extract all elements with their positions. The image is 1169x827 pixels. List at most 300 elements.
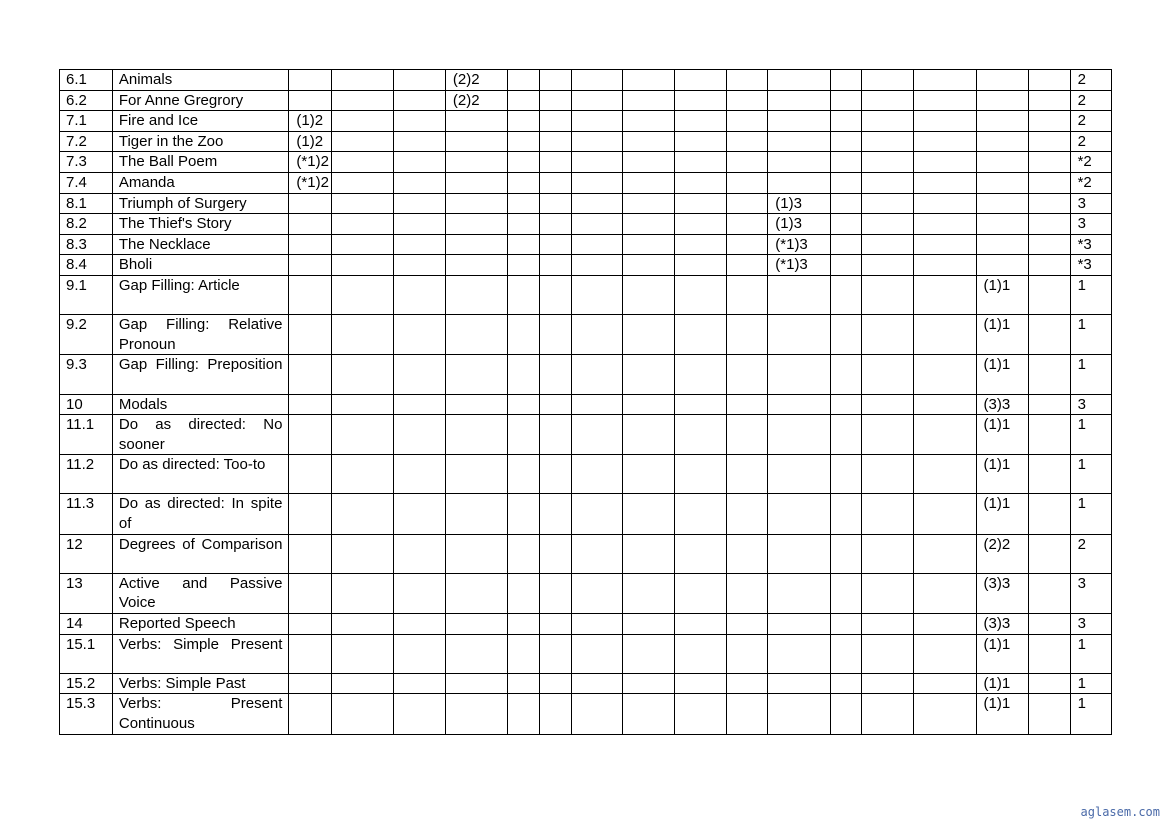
question-number: 8.4 — [60, 255, 113, 276]
empty-cell — [727, 234, 768, 255]
empty-cell — [914, 172, 976, 193]
empty-cell — [445, 394, 507, 415]
empty-cell — [539, 455, 571, 494]
total-cell: 1 — [1070, 494, 1111, 534]
empty-cell — [571, 90, 623, 111]
empty-cell — [623, 534, 675, 573]
empty-cell — [976, 90, 1029, 111]
empty-cell — [394, 234, 446, 255]
empty-cell — [1029, 355, 1070, 394]
topic-cell: Gap Filling: Article — [112, 275, 289, 314]
empty-cell — [768, 111, 830, 132]
empty-cell — [976, 193, 1029, 214]
table-row — [60, 415, 1112, 455]
empty-cell — [914, 275, 976, 314]
empty-cell — [675, 614, 727, 635]
empty-cell — [675, 315, 727, 355]
empty-cell — [289, 534, 331, 573]
empty-cell — [394, 455, 446, 494]
empty-cell — [675, 234, 727, 255]
marks-cell: (1)1 — [976, 355, 1029, 394]
topic-cell: Tiger in the Zoo — [112, 131, 289, 152]
empty-cell — [571, 355, 623, 394]
empty-cell — [331, 394, 393, 415]
empty-cell — [508, 673, 540, 694]
total-cell: 2 — [1070, 111, 1111, 132]
empty-cell — [675, 573, 727, 613]
empty-cell — [768, 90, 830, 111]
empty-cell — [768, 494, 830, 534]
marks-cell: (1)1 — [976, 634, 1029, 673]
topic-cell: Reported Speech — [112, 614, 289, 635]
table-body — [60, 70, 1112, 735]
empty-cell — [394, 534, 446, 573]
marks-cell: (1)1 — [976, 275, 1029, 314]
table-row — [60, 70, 1112, 91]
empty-cell — [914, 634, 976, 673]
empty-cell — [830, 694, 862, 734]
empty-cell — [445, 152, 507, 173]
empty-cell — [862, 455, 914, 494]
empty-cell — [914, 614, 976, 635]
empty-cell — [539, 111, 571, 132]
empty-cell — [1029, 172, 1070, 193]
empty-cell — [727, 494, 768, 534]
empty-cell — [623, 673, 675, 694]
empty-cell — [445, 315, 507, 355]
empty-cell — [830, 70, 862, 91]
empty-cell — [289, 634, 331, 673]
empty-cell — [571, 193, 623, 214]
empty-cell — [289, 455, 331, 494]
empty-cell — [768, 172, 830, 193]
empty-cell — [394, 90, 446, 111]
empty-cell — [675, 214, 727, 235]
marks-cell: (2)2 — [445, 90, 507, 111]
topic-cell: The Thief's Story — [112, 214, 289, 235]
marks-cell: (3)3 — [976, 614, 1029, 635]
empty-cell — [539, 193, 571, 214]
empty-cell — [331, 614, 393, 635]
empty-cell — [394, 131, 446, 152]
marks-cell: (2)2 — [976, 534, 1029, 573]
empty-cell — [1029, 494, 1070, 534]
empty-cell — [445, 573, 507, 613]
empty-cell — [289, 214, 331, 235]
topic-cell: Modals — [112, 394, 289, 415]
question-number: 15.3 — [60, 694, 113, 734]
empty-cell — [830, 415, 862, 455]
empty-cell — [914, 111, 976, 132]
empty-cell — [331, 111, 393, 132]
empty-cell — [394, 614, 446, 635]
empty-cell — [727, 673, 768, 694]
empty-cell — [768, 455, 830, 494]
empty-cell — [571, 152, 623, 173]
total-cell: 2 — [1070, 534, 1111, 573]
total-cell: 1 — [1070, 275, 1111, 314]
empty-cell — [445, 614, 507, 635]
total-cell: 3 — [1070, 573, 1111, 613]
empty-cell — [976, 131, 1029, 152]
empty-cell — [331, 355, 393, 394]
total-cell: 1 — [1070, 415, 1111, 455]
question-number: 11.1 — [60, 415, 113, 455]
empty-cell — [445, 634, 507, 673]
topic-cell: The Ball Poem — [112, 152, 289, 173]
marks-cell: (1)1 — [976, 673, 1029, 694]
empty-cell — [727, 255, 768, 276]
empty-cell — [830, 275, 862, 314]
empty-cell — [830, 394, 862, 415]
empty-cell — [675, 415, 727, 455]
empty-cell — [768, 415, 830, 455]
total-cell: 2 — [1070, 90, 1111, 111]
empty-cell — [539, 394, 571, 415]
empty-cell — [508, 355, 540, 394]
question-number: 15.1 — [60, 634, 113, 673]
topic-cell: Verbs: Simple Present — [112, 634, 289, 673]
total-cell: 3 — [1070, 193, 1111, 214]
empty-cell — [331, 152, 393, 173]
empty-cell — [508, 394, 540, 415]
empty-cell — [539, 573, 571, 613]
empty-cell — [1029, 255, 1070, 276]
empty-cell — [445, 214, 507, 235]
empty-cell — [727, 214, 768, 235]
empty-cell — [445, 255, 507, 276]
empty-cell — [289, 494, 331, 534]
empty-cell — [862, 355, 914, 394]
marks-cell: (1)3 — [768, 193, 830, 214]
empty-cell — [675, 70, 727, 91]
empty-cell — [830, 494, 862, 534]
empty-cell — [675, 634, 727, 673]
marks-cell: (1)1 — [976, 455, 1029, 494]
empty-cell — [1029, 573, 1070, 613]
empty-cell — [539, 673, 571, 694]
empty-cell — [727, 415, 768, 455]
empty-cell — [331, 315, 393, 355]
marks-cell: (1)2 — [289, 131, 331, 152]
empty-cell — [862, 214, 914, 235]
empty-cell — [571, 673, 623, 694]
topic-cell: Bholi — [112, 255, 289, 276]
table-row — [60, 172, 1112, 193]
empty-cell — [571, 534, 623, 573]
empty-cell — [862, 90, 914, 111]
empty-cell — [623, 694, 675, 734]
empty-cell — [539, 172, 571, 193]
total-cell: 3 — [1070, 214, 1111, 235]
empty-cell — [727, 70, 768, 91]
empty-cell — [623, 214, 675, 235]
empty-cell — [289, 234, 331, 255]
empty-cell — [914, 534, 976, 573]
total-cell: 1 — [1070, 694, 1111, 734]
marks-cell: (*1)3 — [768, 234, 830, 255]
empty-cell — [675, 494, 727, 534]
empty-cell — [289, 90, 331, 111]
empty-cell — [445, 131, 507, 152]
empty-cell — [508, 494, 540, 534]
empty-cell — [331, 70, 393, 91]
empty-cell — [914, 694, 976, 734]
question-number: 12 — [60, 534, 113, 573]
empty-cell — [539, 275, 571, 314]
empty-cell — [830, 193, 862, 214]
empty-cell — [623, 634, 675, 673]
empty-cell — [914, 673, 976, 694]
empty-cell — [289, 355, 331, 394]
empty-cell — [331, 193, 393, 214]
empty-cell — [976, 255, 1029, 276]
empty-cell — [727, 394, 768, 415]
empty-cell — [623, 415, 675, 455]
empty-cell — [623, 152, 675, 173]
empty-cell — [914, 152, 976, 173]
table-row — [60, 90, 1112, 111]
table-row — [60, 131, 1112, 152]
empty-cell — [394, 214, 446, 235]
empty-cell — [394, 673, 446, 694]
empty-cell — [571, 573, 623, 613]
empty-cell — [768, 131, 830, 152]
empty-cell — [1029, 275, 1070, 314]
empty-cell — [914, 234, 976, 255]
empty-cell — [539, 694, 571, 734]
empty-cell — [675, 694, 727, 734]
marks-cell: (3)3 — [976, 394, 1029, 415]
empty-cell — [445, 355, 507, 394]
question-number: 6.1 — [60, 70, 113, 91]
empty-cell — [675, 255, 727, 276]
table-row — [60, 234, 1112, 255]
empty-cell — [539, 234, 571, 255]
empty-cell — [331, 634, 393, 673]
empty-cell — [331, 234, 393, 255]
empty-cell — [508, 275, 540, 314]
empty-cell — [914, 415, 976, 455]
table-row — [60, 673, 1112, 694]
empty-cell — [1029, 70, 1070, 91]
topic-cell: Amanda — [112, 172, 289, 193]
empty-cell — [289, 193, 331, 214]
empty-cell — [331, 694, 393, 734]
empty-cell — [914, 355, 976, 394]
empty-cell — [508, 573, 540, 613]
table-row — [60, 193, 1112, 214]
question-number: 10 — [60, 394, 113, 415]
empty-cell — [539, 634, 571, 673]
empty-cell — [331, 415, 393, 455]
empty-cell — [289, 694, 331, 734]
table-row — [60, 634, 1112, 673]
question-number: 7.1 — [60, 111, 113, 132]
marks-cell: (1)2 — [289, 111, 331, 132]
empty-cell — [914, 394, 976, 415]
question-number: 13 — [60, 573, 113, 613]
empty-cell — [830, 214, 862, 235]
empty-cell — [862, 415, 914, 455]
question-number: 14 — [60, 614, 113, 635]
empty-cell — [914, 494, 976, 534]
total-cell: *3 — [1070, 234, 1111, 255]
empty-cell — [976, 234, 1029, 255]
empty-cell — [331, 573, 393, 613]
empty-cell — [508, 193, 540, 214]
empty-cell — [914, 315, 976, 355]
question-number: 11.3 — [60, 494, 113, 534]
empty-cell — [394, 70, 446, 91]
empty-cell — [727, 193, 768, 214]
empty-cell — [862, 172, 914, 193]
total-cell: 2 — [1070, 70, 1111, 91]
empty-cell — [862, 193, 914, 214]
empty-cell — [623, 315, 675, 355]
empty-cell — [508, 634, 540, 673]
empty-cell — [623, 131, 675, 152]
empty-cell — [571, 494, 623, 534]
empty-cell — [623, 70, 675, 91]
empty-cell — [675, 455, 727, 494]
empty-cell — [394, 255, 446, 276]
empty-cell — [830, 673, 862, 694]
empty-cell — [289, 573, 331, 613]
topic-cell: Verbs: Simple Past — [112, 673, 289, 694]
empty-cell — [1029, 614, 1070, 635]
empty-cell — [508, 315, 540, 355]
empty-cell — [727, 111, 768, 132]
empty-cell — [571, 172, 623, 193]
empty-cell — [539, 355, 571, 394]
question-number: 6.2 — [60, 90, 113, 111]
empty-cell — [862, 315, 914, 355]
empty-cell — [539, 415, 571, 455]
total-cell: 3 — [1070, 614, 1111, 635]
empty-cell — [768, 315, 830, 355]
empty-cell — [539, 131, 571, 152]
topic-cell: Verbs: Present Continuous — [112, 694, 289, 734]
question-number: 8.3 — [60, 234, 113, 255]
marks-cell: (1)1 — [976, 694, 1029, 734]
empty-cell — [1029, 111, 1070, 132]
empty-cell — [539, 90, 571, 111]
empty-cell — [914, 90, 976, 111]
table-row — [60, 255, 1112, 276]
empty-cell — [862, 234, 914, 255]
empty-cell — [675, 275, 727, 314]
empty-cell — [727, 573, 768, 613]
marks-cell: (*1)2 — [289, 172, 331, 193]
empty-cell — [508, 214, 540, 235]
empty-cell — [508, 152, 540, 173]
empty-cell — [768, 70, 830, 91]
empty-cell — [571, 70, 623, 91]
topic-cell: Gap Filling: Relative Pronoun — [112, 315, 289, 355]
empty-cell — [862, 70, 914, 91]
empty-cell — [331, 131, 393, 152]
empty-cell — [727, 315, 768, 355]
empty-cell — [1029, 315, 1070, 355]
empty-cell — [289, 315, 331, 355]
empty-cell — [394, 634, 446, 673]
empty-cell — [539, 315, 571, 355]
empty-cell — [830, 172, 862, 193]
empty-cell — [675, 355, 727, 394]
empty-cell — [539, 534, 571, 573]
empty-cell — [623, 255, 675, 276]
empty-cell — [830, 152, 862, 173]
marks-cell: (1)3 — [768, 214, 830, 235]
empty-cell — [830, 131, 862, 152]
empty-cell — [394, 415, 446, 455]
empty-cell — [675, 673, 727, 694]
empty-cell — [727, 152, 768, 173]
empty-cell — [830, 255, 862, 276]
empty-cell — [508, 90, 540, 111]
empty-cell — [445, 455, 507, 494]
empty-cell — [862, 275, 914, 314]
empty-cell — [675, 90, 727, 111]
empty-cell — [508, 255, 540, 276]
total-cell: *2 — [1070, 172, 1111, 193]
empty-cell — [976, 70, 1029, 91]
empty-cell — [445, 234, 507, 255]
empty-cell — [331, 275, 393, 314]
empty-cell — [571, 131, 623, 152]
empty-cell — [830, 90, 862, 111]
empty-cell — [623, 394, 675, 415]
empty-cell — [571, 394, 623, 415]
empty-cell — [394, 694, 446, 734]
question-number: 11.2 — [60, 455, 113, 494]
empty-cell — [394, 573, 446, 613]
empty-cell — [862, 614, 914, 635]
empty-cell — [508, 614, 540, 635]
empty-cell — [862, 255, 914, 276]
empty-cell — [394, 172, 446, 193]
empty-cell — [976, 214, 1029, 235]
empty-cell — [914, 455, 976, 494]
empty-cell — [539, 255, 571, 276]
empty-cell — [1029, 193, 1070, 214]
question-number: 7.3 — [60, 152, 113, 173]
empty-cell — [768, 275, 830, 314]
blueprint-table — [59, 69, 1112, 735]
empty-cell — [571, 694, 623, 734]
empty-cell — [623, 455, 675, 494]
empty-cell — [675, 172, 727, 193]
empty-cell — [445, 275, 507, 314]
empty-cell — [571, 634, 623, 673]
empty-cell — [830, 573, 862, 613]
empty-cell — [571, 255, 623, 276]
empty-cell — [862, 573, 914, 613]
topic-cell: Do as directed: Too-to — [112, 455, 289, 494]
empty-cell — [571, 111, 623, 132]
empty-cell — [976, 172, 1029, 193]
question-number: 9.3 — [60, 355, 113, 394]
empty-cell — [1029, 152, 1070, 173]
empty-cell — [571, 455, 623, 494]
empty-cell — [727, 131, 768, 152]
marks-cell: (2)2 — [445, 70, 507, 91]
table-row — [60, 111, 1112, 132]
empty-cell — [289, 394, 331, 415]
empty-cell — [508, 694, 540, 734]
empty-cell — [623, 234, 675, 255]
